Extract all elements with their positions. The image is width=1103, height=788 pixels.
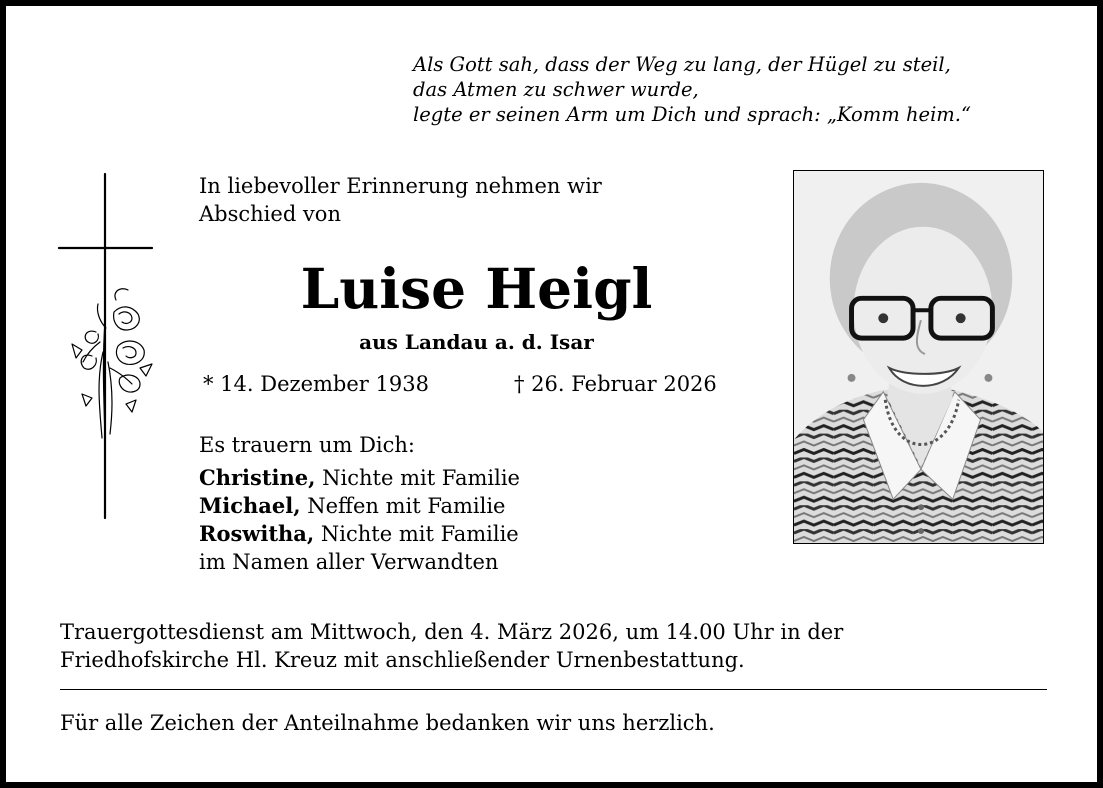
intro-line: In liebevoller Erinnerung nehmen wir <box>199 174 602 198</box>
portrait-photo <box>793 170 1044 544</box>
mourner-name: Christine, <box>199 465 316 490</box>
birth-date: * 14. Dezember 1938 <box>203 372 429 396</box>
thanks-text: Für alle Zeichen der Anteilnahme bedanken wir uns herzlich. <box>60 711 715 735</box>
mourners-block <box>199 431 520 576</box>
mourner-entry <box>199 520 520 548</box>
cross-with-roses-icon <box>56 172 166 524</box>
mourners-closing: im Namen aller Verwandten <box>199 550 499 574</box>
intro-line: Abschied von <box>199 202 341 226</box>
deceased-origin: aus Landau a. d. Isar <box>359 330 594 354</box>
mourner-relation: Nichte mit Familie <box>315 466 520 490</box>
mourners-heading: Es trauern um Dich: <box>199 433 415 457</box>
funeral-service-info <box>60 618 843 674</box>
poem-line: das Atmen zu schwer wurde, <box>413 78 699 101</box>
mourner-name: Roswitha, <box>199 521 315 546</box>
service-line: Friedhofskirche Hl. Kreuz mit anschließender Urnenbestattung. <box>60 648 745 672</box>
mourner-name: Michael, <box>199 493 301 518</box>
divider <box>60 689 1047 690</box>
intro-text <box>199 172 602 228</box>
service-line: Trauergottesdienst am Mittwoch, den 4. März 2026, um 14.00 Uhr in der <box>60 620 844 644</box>
mourner-entry <box>199 492 520 520</box>
death-date: † 26. Februar 2026 <box>514 372 717 396</box>
poem-line: legte er seinen Arm um Dich und sprach: „Komm heim.“ <box>413 103 971 126</box>
deceased-name: Luise Heigl <box>300 256 653 321</box>
poem-line: Als Gott sah, dass der Weg zu lang, der Hügel zu steil, <box>413 53 951 76</box>
mourner-relation: Nichte mit Familie <box>314 522 519 546</box>
mourner-entry <box>199 464 520 492</box>
mourner-relation: Neffen mit Familie <box>300 494 506 518</box>
memorial-poem <box>413 52 971 127</box>
